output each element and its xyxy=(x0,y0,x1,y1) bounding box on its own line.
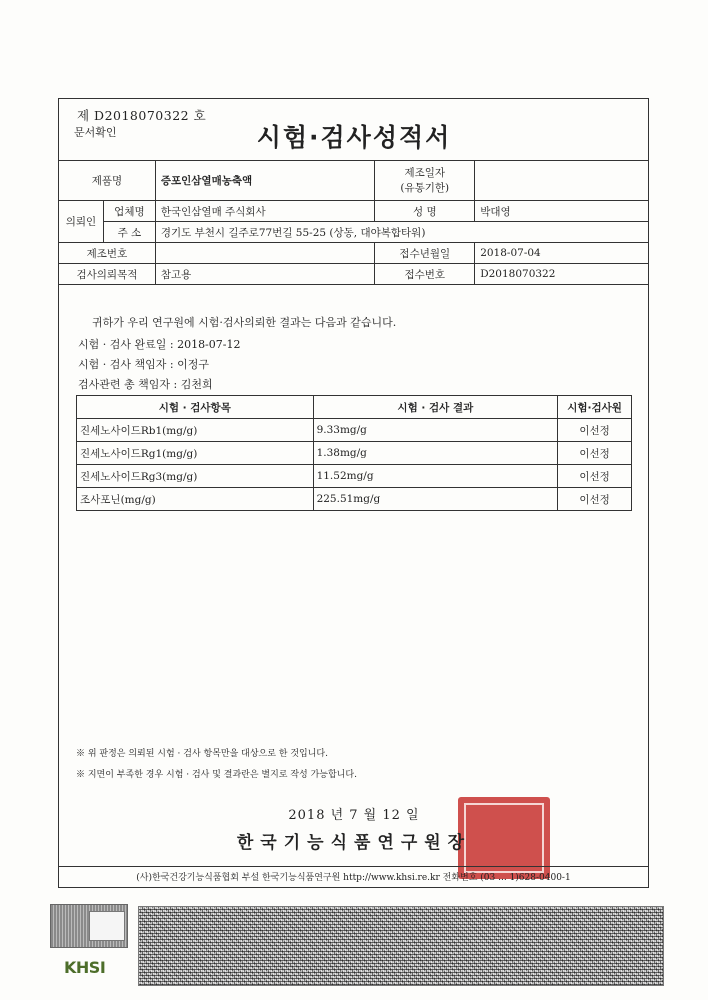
khsi-logo: KHSI xyxy=(64,958,106,977)
document-confirm-label: 문서확인 xyxy=(74,126,117,139)
received-date-label: 접수년월일 xyxy=(375,243,475,264)
test-manager: 시험 · 검사 책임자 : 이정구 xyxy=(78,358,209,371)
result-value: 11.52mg/g xyxy=(313,465,558,488)
result-inspector: 이선정 xyxy=(558,419,632,442)
company-value: 한국인삼열매 주식회사 xyxy=(155,201,375,222)
receipt-no-label: 접수번호 xyxy=(375,264,475,285)
note-2: ※ 지면이 부족한 경우 시험 · 검사 및 결과란은 별지로 작성 가능합니다. xyxy=(76,770,357,780)
result-value: 9.33mg/g xyxy=(313,419,558,442)
results-header-result: 시험 · 검사 결과 xyxy=(313,396,558,419)
mfg-date-value xyxy=(475,161,649,201)
document-title: 시험·검사성적서 xyxy=(256,123,452,152)
issue-date: 2018 년 7 월 12 일 xyxy=(288,808,420,823)
scan-stamp xyxy=(50,904,128,948)
results-header-inspector: 시험·검사원 xyxy=(558,396,632,419)
result-value: 1.38mg/g xyxy=(313,442,558,465)
name-value: 박대영 xyxy=(475,201,649,222)
address-label: 주 소 xyxy=(103,222,155,243)
result-inspector: 이선정 xyxy=(558,465,632,488)
receipt-no-value: D2018070322 xyxy=(475,264,649,285)
result-item: 진세노사이드Rg3(mg/g) xyxy=(77,465,314,488)
issuer-org: 한국기능식품연구원장 xyxy=(236,833,472,853)
product-label: 제품명 xyxy=(59,161,156,201)
purpose-label: 검사의뢰목적 xyxy=(59,264,156,285)
result-value: 225.51mg/g xyxy=(313,488,558,511)
name-label: 성 명 xyxy=(375,201,475,222)
info-table xyxy=(58,160,649,285)
result-inspector: 이선정 xyxy=(558,442,632,465)
result-inspector: 이선정 xyxy=(558,488,632,511)
company-label: 업체명 xyxy=(103,201,155,222)
document-number: 제 D2018070322 호 xyxy=(77,108,207,123)
address-value: 경기도 부천시 길주로77번길 55-25 (상동, 대야복합타워) xyxy=(155,222,648,243)
table-row xyxy=(77,419,632,442)
mfg-date-label: 제조일자 (유통기한) xyxy=(375,161,475,201)
footer-text: (사)한국건강기능식품협회 부설 한국기능식품연구원 http://www.khsi.re.kr 전화번호 (03 ... 1)628-0400-1 xyxy=(58,866,649,886)
product-value: 증포인삼열매농축액 xyxy=(155,161,375,201)
complete-date: 시험 · 검사 완료일 : 2018-07-12 xyxy=(78,338,241,351)
lot-label: 제조번호 xyxy=(59,243,156,264)
note-1: ※ 위 판정은 의뢰된 시험 · 검사 항목만을 대상으로 한 것입니다. xyxy=(76,749,328,759)
table-row xyxy=(77,442,632,465)
result-item: 조사포닌(mg/g) xyxy=(77,488,314,511)
security-pattern xyxy=(138,906,664,986)
result-item: 진세노사이드Rg1(mg/g) xyxy=(77,442,314,465)
results-table xyxy=(76,395,632,511)
chief-manager: 검사관련 총 책임자 : 김천희 xyxy=(78,378,213,391)
client-label: 의뢰인 xyxy=(59,201,104,243)
purpose-value: 참고용 xyxy=(155,264,375,285)
table-row xyxy=(77,488,632,511)
result-item: 진세노사이드Rb1(mg/g) xyxy=(77,419,314,442)
received-date-value: 2018-07-04 xyxy=(475,243,649,264)
table-row xyxy=(77,465,632,488)
results-header-item: 시험 · 검사항목 xyxy=(77,396,314,419)
lot-value xyxy=(155,243,375,264)
intro-text: 귀하가 우리 연구원에 시험·검사의뢰한 결과는 다음과 같습니다. xyxy=(92,316,397,329)
